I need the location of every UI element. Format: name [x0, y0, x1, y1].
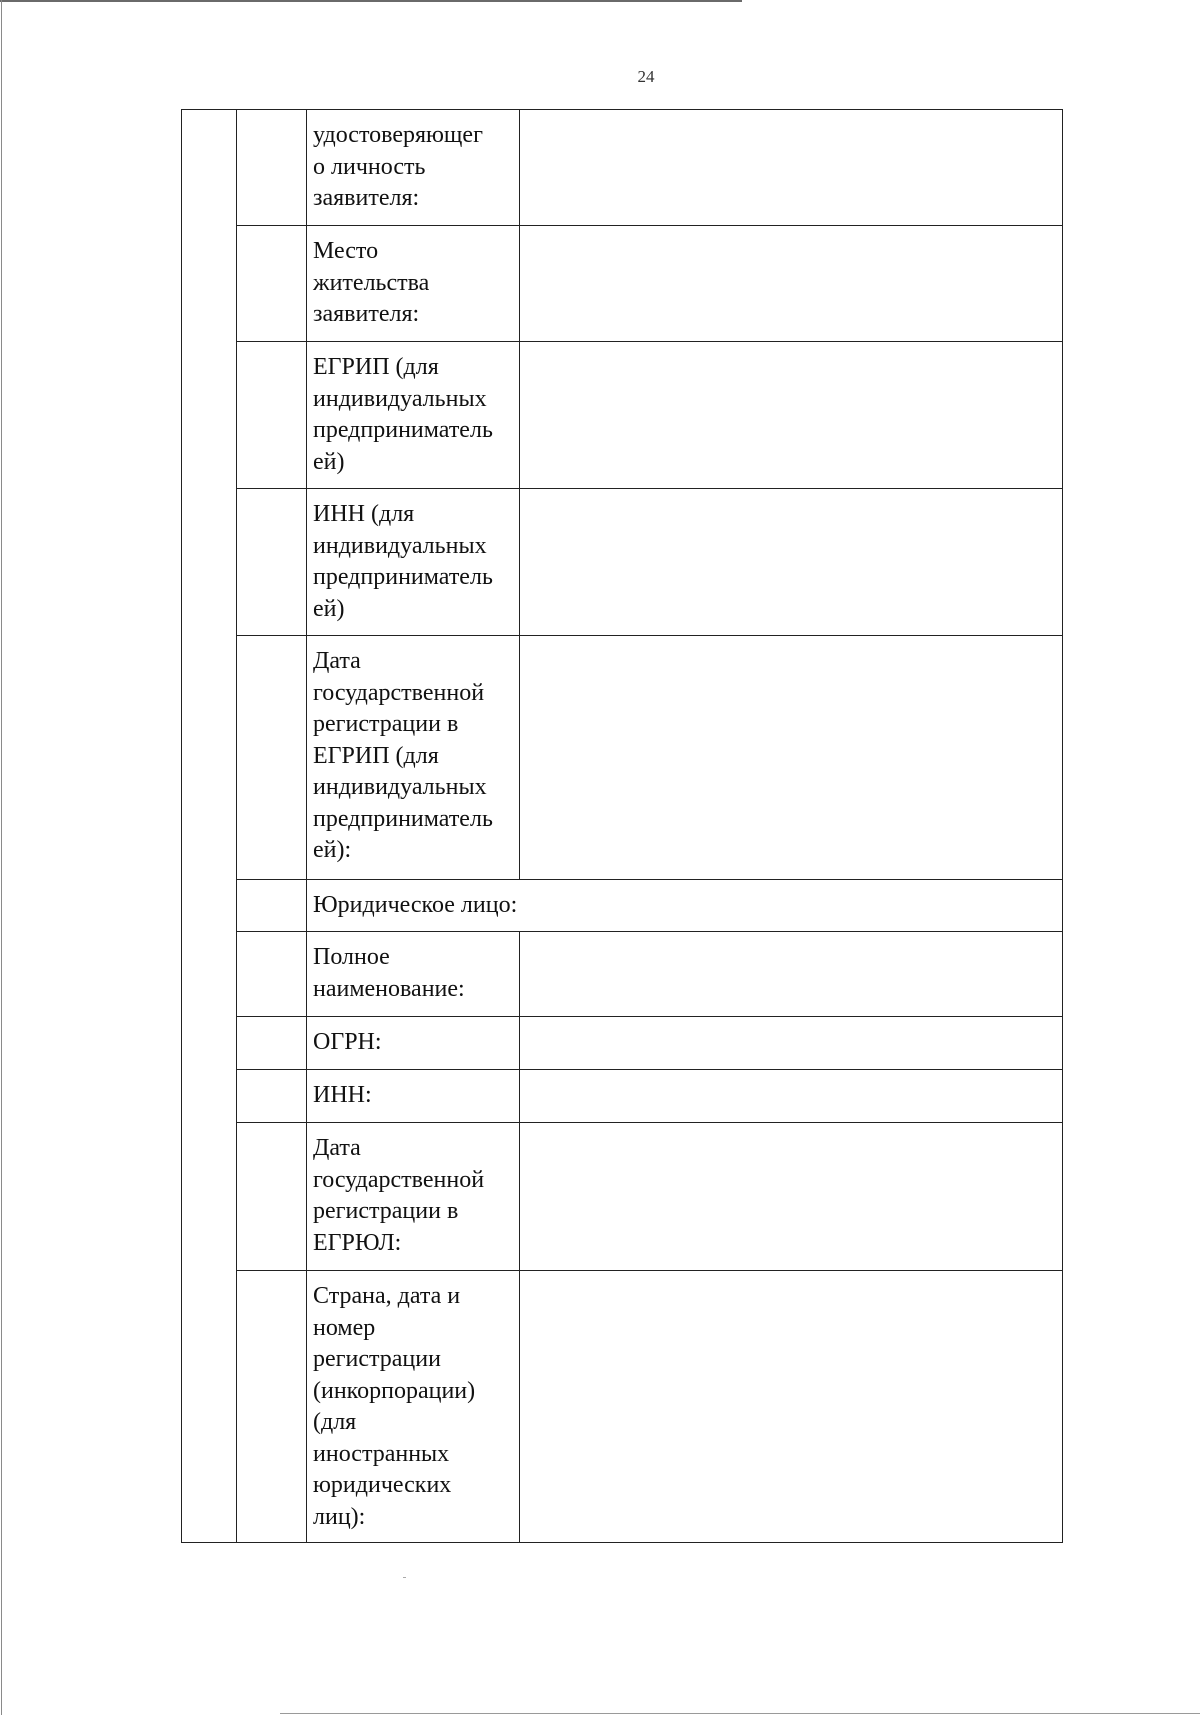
- table-row: [182, 880, 1063, 932]
- outer-index-cell: [182, 342, 237, 489]
- table-row: [182, 226, 1063, 342]
- outer-index-cell: [182, 1123, 237, 1271]
- field-label-cell: [307, 342, 520, 489]
- field-label: Страна, дата и номер регистрации (инкорпорации) (для иностранных юридических лиц):: [313, 1283, 476, 1530]
- scan-edge-left: [1, 0, 2, 1715]
- outer-index-cell: [182, 489, 237, 636]
- index-cell: [237, 932, 307, 1017]
- table-row: [182, 932, 1063, 1017]
- outer-index-cell: [182, 1070, 237, 1123]
- field-label: ИНН:: [313, 1082, 372, 1108]
- index-cell: [237, 489, 307, 636]
- section-heading-cell: [307, 880, 1063, 932]
- index-cell: [237, 110, 307, 226]
- field-value-cell[interactable]: [520, 1123, 1063, 1271]
- field-label: удостоверяющег о личность заявителя:: [313, 122, 483, 211]
- scan-edge-bottom: [280, 1713, 1200, 1714]
- outer-index-cell: [182, 110, 237, 226]
- field-label: Место жительства заявителя:: [313, 238, 430, 327]
- index-cell: [237, 636, 307, 880]
- field-label-cell: [307, 1017, 520, 1070]
- table-row: [182, 636, 1063, 880]
- index-cell: [237, 1271, 307, 1543]
- table-row: [182, 342, 1063, 489]
- outer-index-cell: [182, 226, 237, 342]
- table-row: [182, 1017, 1063, 1070]
- table-row: [182, 110, 1063, 226]
- outer-index-cell: [182, 880, 237, 932]
- table-row: [182, 489, 1063, 636]
- index-cell: [237, 342, 307, 489]
- section-heading: Юридическое лицо:: [313, 892, 518, 918]
- field-label-cell: [307, 636, 520, 880]
- index-cell: [237, 1123, 307, 1271]
- table-row: [182, 1070, 1063, 1123]
- field-label-cell: [307, 1271, 520, 1543]
- field-value-cell[interactable]: [520, 110, 1063, 226]
- index-cell: [237, 1070, 307, 1123]
- field-label-cell: [307, 1123, 520, 1271]
- outer-index-cell: [182, 1271, 237, 1543]
- outer-index-cell: [182, 1017, 237, 1070]
- field-label: Полное наименование:: [313, 944, 465, 1002]
- outer-index-cell: [182, 932, 237, 1017]
- index-cell: [237, 880, 307, 932]
- field-value-cell[interactable]: [520, 342, 1063, 489]
- field-label: ОГРН:: [313, 1029, 382, 1055]
- field-label-cell: [307, 1070, 520, 1123]
- field-value-cell[interactable]: [520, 1271, 1063, 1543]
- field-value-cell[interactable]: [520, 636, 1063, 880]
- field-value-cell[interactable]: [520, 226, 1063, 342]
- index-cell: [237, 1017, 307, 1070]
- field-label: ЕГРИП (для индивидуальных предприниматель ей): [313, 354, 493, 475]
- field-label-cell: [307, 932, 520, 1017]
- field-value-cell[interactable]: [520, 1070, 1063, 1123]
- page-number: 24: [637, 67, 655, 86]
- scan-speck: [403, 1577, 406, 1578]
- applicant-form-table: [181, 109, 1063, 1543]
- field-label: Дата государственной регистрации в ЕГРИП (для индивидуальных предприниматель ей):: [313, 648, 493, 863]
- outer-index-cell: [182, 636, 237, 880]
- field-value-cell[interactable]: [520, 1017, 1063, 1070]
- field-label-cell: [307, 226, 520, 342]
- table-row: [182, 1123, 1063, 1271]
- field-value-cell[interactable]: [520, 932, 1063, 1017]
- table-row: [182, 1271, 1063, 1543]
- index-cell: [237, 226, 307, 342]
- scan-edge-top: [0, 0, 742, 2]
- field-label-cell: [307, 110, 520, 226]
- field-label-cell: [307, 489, 520, 636]
- field-label: ИНН (для индивидуальных предприниматель ей): [313, 501, 493, 622]
- field-value-cell[interactable]: [520, 489, 1063, 636]
- field-label: Дата государственной регистрации в ЕГРЮЛ:: [313, 1135, 485, 1256]
